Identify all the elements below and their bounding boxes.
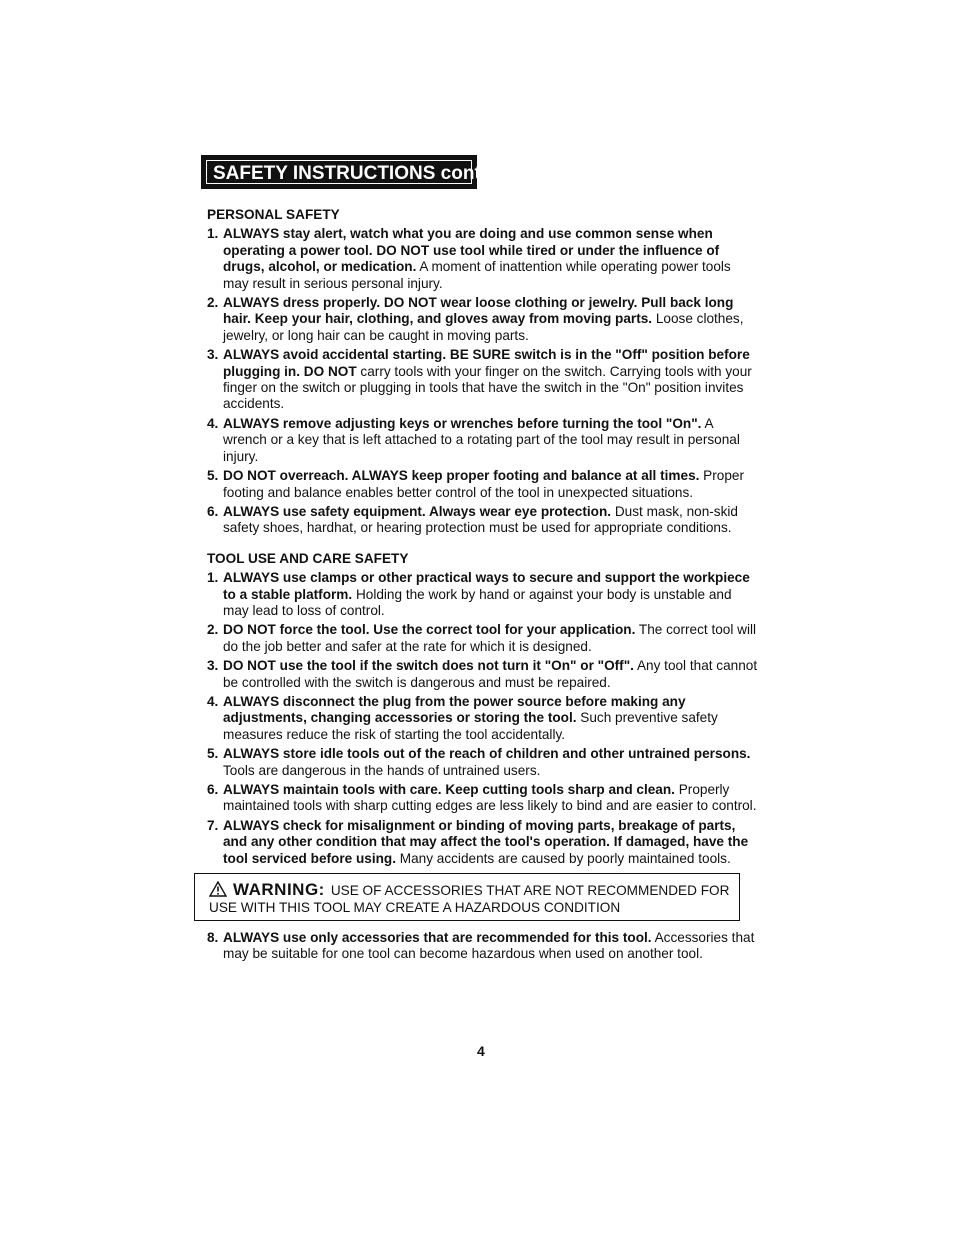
- list-item: 1. ALWAYS use clamps or other practical ways to secure and support the workpiece to a stable platform. Holding the work by hand or against your body is unstable and may lead to loss of control.: [207, 570, 750, 618]
- warning-label: WARNING:: [233, 880, 325, 900]
- list-item: 3. DO NOT use the tool if the switch does not turn it "On" or "Off". Any tool that cannot be controlled with the switch is dangerous and must be repaired.: [207, 658, 758, 690]
- tool-use-list: [207, 570, 759, 867]
- document-body: [207, 207, 759, 966]
- list-item: 1. ALWAYS stay alert, watch what you are doing and use common sense when operating a power tool. DO NOT use tool while tired or under the influence of drugs, alcohol, or medication. A moment of inattention while operating power tools may result in serious personal injury.: [207, 226, 731, 291]
- list-item: 6. ALWAYS maintain tools with care. Keep cutting tools sharp and clean. Properly maintained tools with sharp cutting edges are less likely to bind and are easier to control.: [207, 782, 757, 814]
- list-item: 5. ALWAYS store idle tools out of the reach of children and other untrained persons. Tools are dangerous in the hands of untrained users.: [207, 746, 751, 778]
- list-item: 2. ALWAYS dress properly. DO NOT wear loose clothing or jewelry. Pull back long hair. Keep your hair, clothing, and gloves away from moving parts. Loose clothes, jewelry, or long hair can be caught in moving parts.: [207, 295, 744, 343]
- list-item: 5. DO NOT overreach. ALWAYS keep proper footing and balance at all times. Proper footing and balance enables better control of the tool in unexpected situations.: [207, 468, 744, 500]
- warning-triangle-icon: [209, 881, 227, 897]
- warning-box: [194, 873, 740, 921]
- list-item: 6. ALWAYS use safety equipment. Always wear eye protection. Dust mask, non-skid safety shoes, hardhat, or hearing protection must be used for appropriate conditions.: [207, 503, 738, 536]
- list-item: 4. ALWAYS remove adjusting keys or wrenches before turning the tool "On". A wrench or a key that is left attached to a rotating part of the tool may result in personal injury.: [207, 415, 740, 464]
- list-item: 7. ALWAYS check for misalignment or binding of moving parts, breakage of parts, and any other condition that may affect the tool's operation. If damaged, have the tool serviced before using. Many accidents are caused by poorly maintained tools.: [207, 817, 749, 866]
- personal-safety-heading: PERSONAL SAFETY: [207, 207, 340, 222]
- list-item: 3. ALWAYS avoid accidental starting. BE SURE switch is in the "Off" position before plugging in. DO NOT carry tools with your finger on the switch. Carrying tools with your finger on the switch or plugging in tools that have the switch in the "On" position invites accidents.: [207, 347, 752, 412]
- section-banner: [201, 155, 487, 189]
- warning-text: USE OF ACCESSORIES THAT ARE NOT RECOMMENDED FOR USE WITH THIS TOOL MAY CREATE A HAZARDOUS CONDITION: [209, 883, 730, 916]
- list-item: 4. ALWAYS disconnect the plug from the power source before making any adjustments, changing accessories or storing the tool. Such preventive safety measures reduce the risk of starting the tool accidentally.: [207, 693, 718, 742]
- tool-use-list-continued: [207, 930, 759, 963]
- page-number: 4: [477, 1043, 485, 1059]
- personal-safety-list: [207, 226, 759, 536]
- list-item: 2. DO NOT force the tool. Use the correct tool for your application. The correct tool will do the job better and safer at the rate for which it is designed.: [207, 622, 757, 654]
- tool-use-heading: TOOL USE AND CARE SAFETY: [207, 550, 409, 566]
- banner-title: SAFETY INSTRUCTIONS cont.: [206, 160, 472, 184]
- list-item: 8. ALWAYS use only accessories that are recommended for this tool. Accessories that may be suitable for one tool can become hazardous when used on another tool.: [207, 930, 755, 962]
